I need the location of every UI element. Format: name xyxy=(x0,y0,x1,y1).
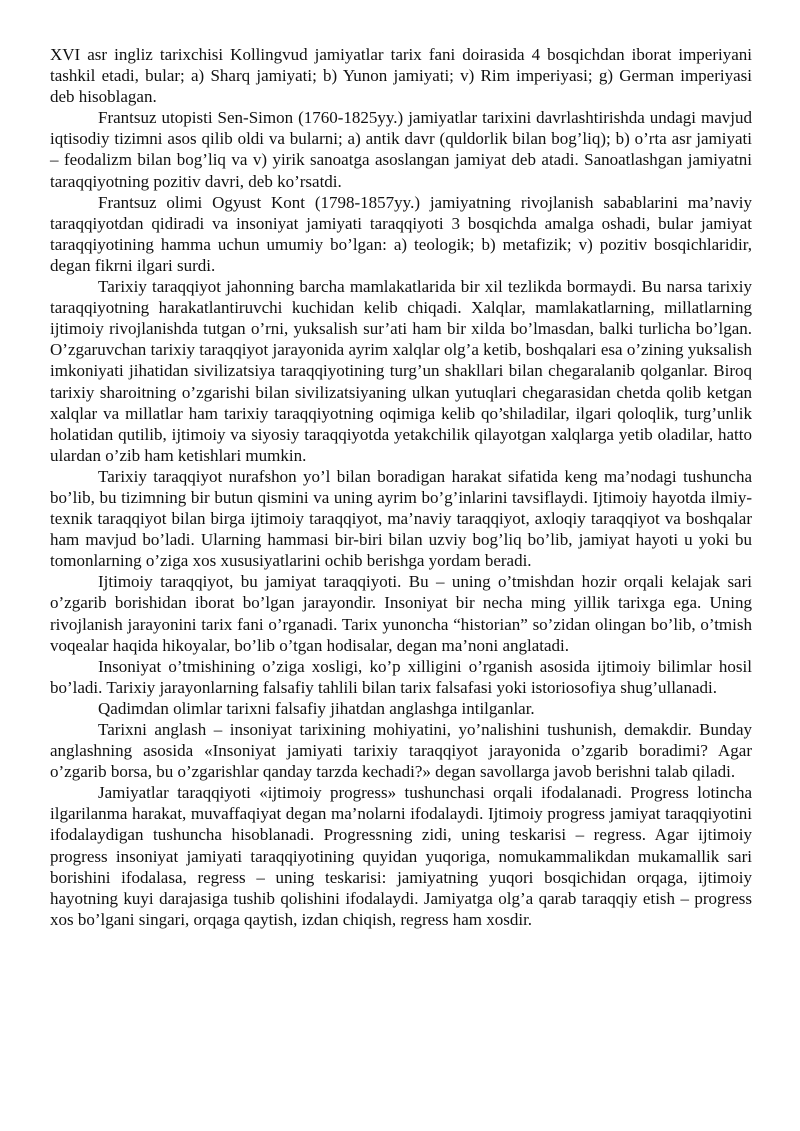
paragraph-philosophical-understanding: Qadimdan olimlar tarixni falsafiy jihatdan anglashga intilganlar. xyxy=(98,698,535,718)
paragraph-progress-regress: Jamiyatlar taraqqiyoti «ijtimoiy progress» tushunchasi orqali ifodalanadi. Progress lotincha ilgarilanma harakat, muvaffaqiyat degan ma’nolarni ifodalaydi. Ijtimoiy progress jamiyat taraqqiyotini ifodalaydigan tushuncha hisoblanadi. Progressning zidi, uning teskarisi – regress. Agar ijtimoiy progress insoniyat jamiyati taraqqiyotining quyidan yuqoriga, nomukammalikdan mukamallik sari borishini ifodalasa, regress – uning teskarisi: jamiyatning yuqori bosqichidan orqaga, ijtimoiy hayotning kuyi darajasiga tushib qolishini ifodalaydi. Jamiyatga olg’a qarab taraqqiy etish – progress xos bo’lgani singari, orqaga qaytish, izdan chiqish, regress ham xosdir. xyxy=(50,783,752,929)
paragraph-social-knowledge: Insoniyat o’tmishining o’ziga xosligi, ko’p xilligini o’rganish asosida ijtimoiy bilimlar hosil bo’ladi. Tarixiy jarayonlarning falsafiy tahlili bilan tarix falsafasi yoki istoriosofiya shug’ullanadi. xyxy=(50,656,752,697)
paragraph-social-progress: Ijtimoiy taraqqiyot, bu jamiyat taraqqiyoti. Bu – uning o’tmishdan hozir orqali kelajak sari o’zgarib borishidan iborat bo’lgan jarayondir. Insoniyat bir necha ming yillik tarixga ega. Uning rivojlanish jarayonini tarix fani o’rganadi. Tarix yunoncha “historian” so’zidan olingan bo’lib, o’tmish voqealar haqida hikoyalar, bo’lib o’tgan hodisalar, degan ma’noni anglatadi. xyxy=(50,572,752,655)
paragraph-historical-progress-speed: Tarixiy taraqqiyot jahonning barcha mamlakatlarida bir xil tezlikda bormaydi. Bu narsa tarixiy taraqqiyotning harakatlantiruvchi kuchidan kelib chiqadi. Xalqlar, mamlakatlarning, millatlarning ijtimoiy rivojlanishda tutgan o’rni, yuksalish sur’ati ham bir xilda bo’lmasdan, balki turlicha bo’lgan. O’zgaruvchan tarixiy taraqqiyot jarayonida ayrim xalqlar olg’a ketib, boshqalari esa o’zining yuksalish imkoniyati jihatidan sivilizatsiya taraqqiyotining turg’un shakllari bilan chegaralanib qolganlar. Biroq tarixiy sharoitning o’zgarishi bilan sivilizatsiyaning ulkan yutuqlari chegarasidan chetda qolib ketgan xalqlar va millatlar ham tarixiy taraqqiyotning oqimiga kelib qo’shiladilar, ilgari qoloqlik, turg’unlik holatidan qutilib, ijtimoiy va siyosiy taraqqiyotda yetakchilik qilayotgan xalqlarga yetib oladilar, hatto ulardan o’zib ham ketishlari mumkin. xyxy=(50,277,752,465)
paragraph-ogyust-kont: Frantsuz olimi Ogyust Kont (1798-1857yy.) jamiyatning rivojlanish sabablarini ma’naviy taraqqiyotdan qidiradi va insoniyat jamiyati taraqqiyoti 3 bosqichda amalga oshadi, bular jamiyat taraqqiyotining hamma uchun umumiy bo’lgan: a) teologik; b) metafizik; v) pozitiv bosqichlaridir, degan fikrni ilgari surdi. xyxy=(50,192,752,275)
paragraph-understanding-history: Tarixni anglash – insoniyat tarixining mohiyatini, yo’nalishini tushunish, demakdir. Bunday anglashning asosida «Insoniyat jamiyati tarixiy taraqqiyot jarayonida o’zgarib boradimi? Agar o’zgarib borsa, bu o’zgarishlar qanday tarzda kechadi?» degan savollarga javob berishni talab qiladi. xyxy=(50,720,752,782)
paragraph-historical-progress-concept: Tarixiy taraqqiyot nurafshon yo’l bilan boradigan harakat sifatida keng ma’nodagi tushuncha bo’lib, bu tizimning bir butun qismini va uning ayrim bo’g’inlarini tavsiflaydi. Ijtimoiy hayotda ilmiy-texnik taraqqiyot bilan birga ijtimoiy taraqqiyot, ma’naviy taraqqiyot, axloqiy taraqqiyot va boshqalar ham mavjud bo’ladi. Ularning hammasi bir-biri bilan uzviy bog’liq bo’lib, jamiyat hayoti u yoki bu tomonlarning o’ziga xos xususiyatlarini ochib berishga yordam beradi. xyxy=(50,466,752,571)
paragraph-kollingvud: XVI asr ingliz tarixchisi Kollingvud jamiyatlar tarix fani doirasida 4 bosqichdan iborat imperiyani tashkil etadi, bular; a) Sharq jamiyati; b) Yunon jamiyati; v) Rim imperiyasi; g) German imperiyasi deb hisoblagan. xyxy=(50,45,752,107)
paragraph-sen-simon: Frantsuz utopisti Sen-Simon (1760-1825yy.) jamiyatlar tarixini davrlashtirishda undagi mavjud iqtisodiy tizimni asos qilib oldi va bularni; a) antik davr (quldorlik bilan bog’liq); b) o’rta asr jamiyati – feodalizm bilan bog’liq va v) yirik sanoatga asoslangan jamiyat deb atadi. Sanoatlashgan jamiyatni taraqqiyotning pozitiv davri, deb ko’rsatdi. xyxy=(50,108,752,191)
